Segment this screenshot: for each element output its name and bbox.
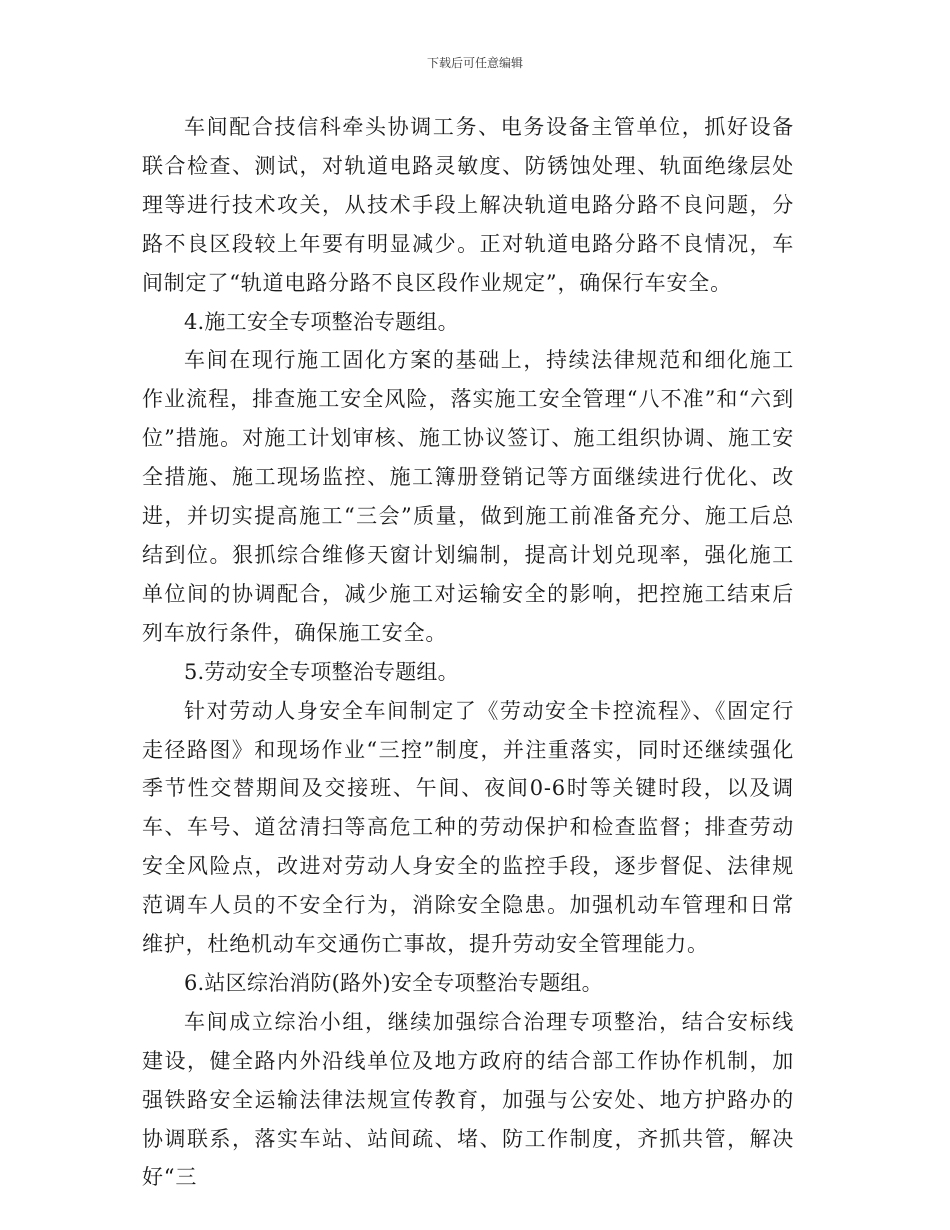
paragraph-track-circuit: 车间配合技信科牵头协调工务、电务设备主管单位，抓好设备联合检查、测试，对轨道电路灵敏度、防锈蚀处理、轨面绝缘层处理等进行技术攻关，从技术手段上解决轨道电路分路不良问题，分路不良区段较上年要有明显减少。正对轨道电路分路不良情况，车间制定了“轨道电路分路不良区段作业规定”，确保行车安全。: [142, 115, 794, 295]
section-heading-station-fire-safety: 6.站区综治消防(路外)安全专项整治专题组。: [184, 970, 603, 995]
document-body: [142, 108, 794, 1197]
paragraph-labor-safety: 针对劳动人身安全车间制定了《劳动安全卡控流程》、《固定行走径路图》和现场作业“三控”制度，并注重落实，同时还继续强化季节性交替期间及交接班、午间、夜间0-6时等关键时段，以及调车、车号、道岔清扫等高危工种的劳动保护和检查监督；排查劳动安全风险点，改进对劳动人身安全的监控手段，逐步督促、法律规范调车人员的不安全行为，消除安全隐患。加强机动车管理和日常维护，杜绝机动车交通伤亡事故，提升劳动安全管理能力。: [142, 698, 794, 957]
section-heading-construction-safety: 4.施工安全专项整治专题组。: [184, 309, 459, 334]
section-heading-labor-safety: 5.劳动安全专项整治专题组。: [184, 659, 459, 684]
page-header-note: 下载后可任意编辑: [426, 56, 523, 70]
paragraph-construction-safety: 车间在现行施工固化方案的基础上，持续法律规范和细化施工作业流程，排查施工安全风险，落实施工安全管理“八不准”和“六到位”措施。对施工计划审核、施工协议签订、施工组织协调、施工安全措施、施工现场监控、施工簿册登销记等方面继续进行优化、改进，并切实提高施工“三会”质量，做到施工前准备充分、施工后总结到位。狠抓综合维修天窗计划编制，提高计划兑现率，强化施工单位间的协调配合，减少施工对运输安全的影响，把控施工结束后列车放行条件，确保施工安全。: [142, 348, 794, 645]
paragraph-station-fire-safety: 车间成立综治小组，继续加强综合治理专项整治，结合安标线建设，健全路内外沿线单位及地方政府的结合部工作协作机制，加强铁路安全运输法律法规宣传教育，加强与公安处、地方护路办的协调联系，落实车站、站间疏、堵、防工作制度，齐抓共管，解决好“三: [142, 1009, 794, 1190]
